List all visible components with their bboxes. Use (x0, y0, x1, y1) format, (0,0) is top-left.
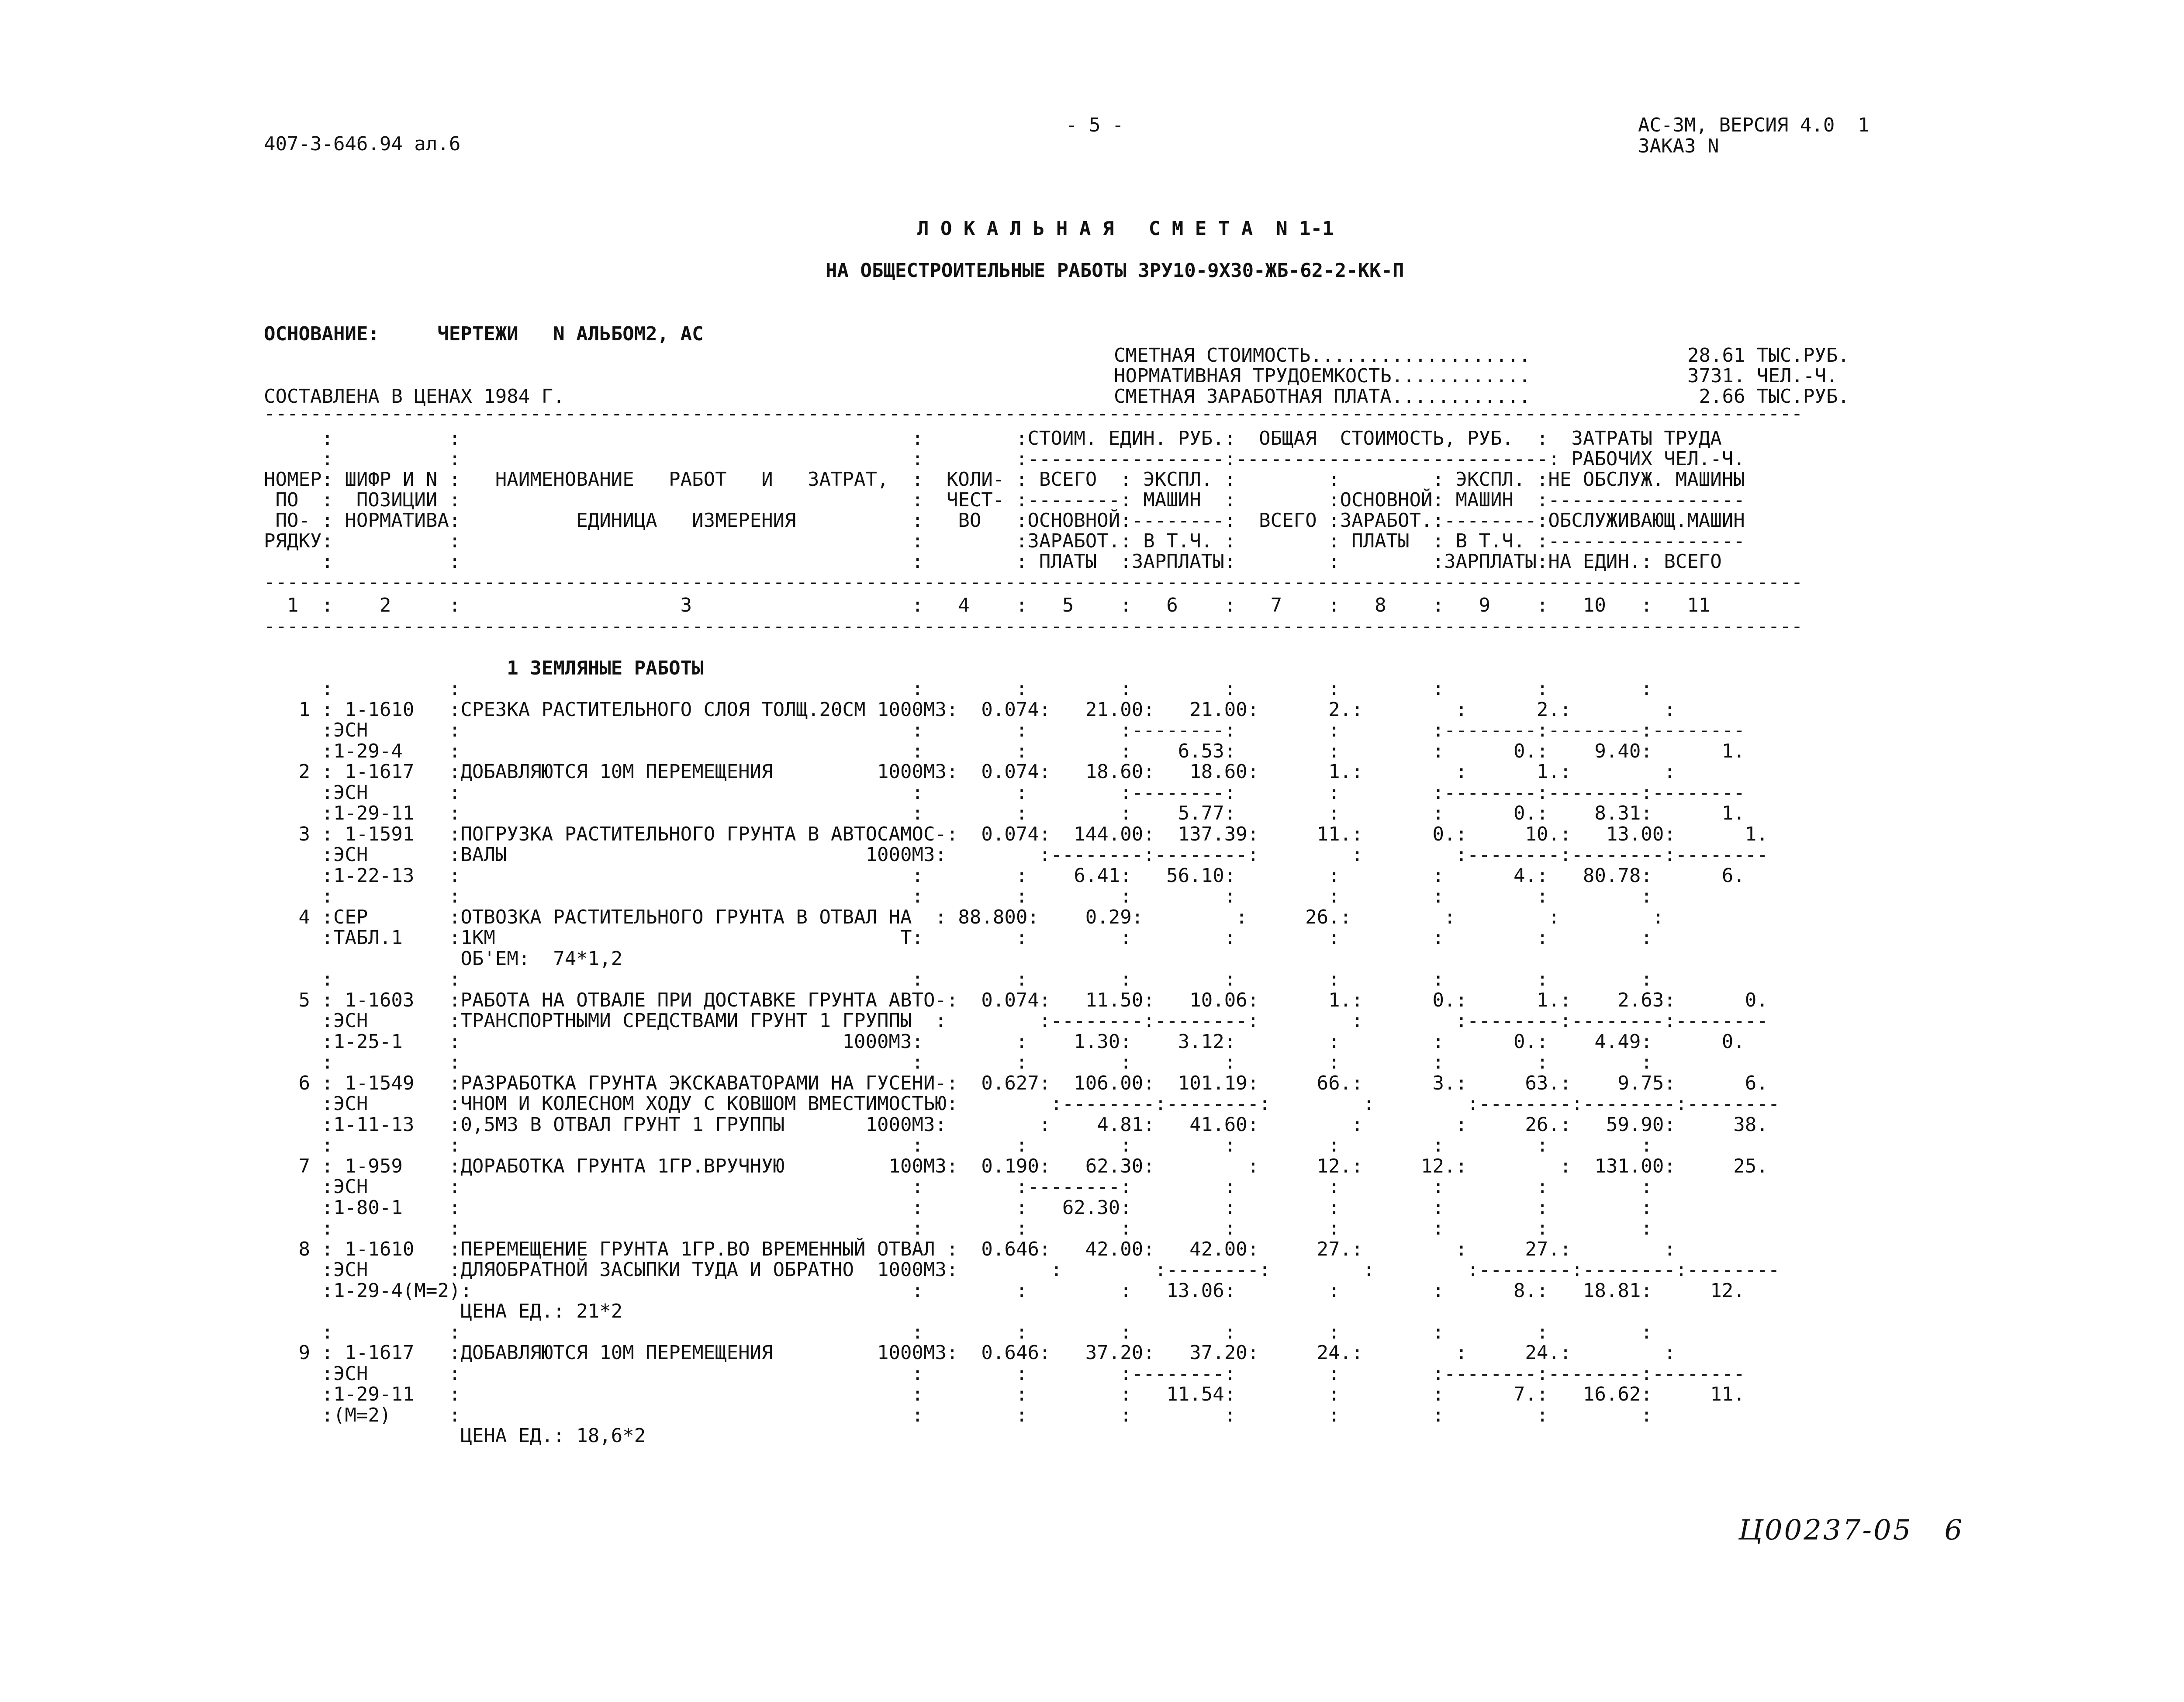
table-header-line-1: : : : :СТОИМ. ЕДИН. РУБ.: ОБЩАЯ СТОИМОСТЬ, РУБ. : ЗАТРАТЫ ТРУДА (264, 427, 1722, 450)
table-body-line: 8 : 1-1610 :ПЕРЕМЕЩЕНИЕ ГРУНТА 1ГР.ВО ВРЕМЕННЫЙ ОТВАЛ : 0.646: 42.00: 42.00: 27.: : 27.: : (264, 1238, 1676, 1260)
table-body-line: : : : : : : : : : : (264, 885, 1652, 907)
table-body-line: 4 :СЕР :ОТВОЗКА РАСТИТЕЛЬНОГО ГРУНТА В ОТВАЛ НА : 88.800: 0.29: : 26.: : : : (264, 906, 1664, 928)
section-heading: 1 ЗЕМЛЯНЫЕ РАБОТЫ (264, 657, 704, 679)
program-version: АС-3М, ВЕРСИЯ 4.0 1 (1638, 114, 1870, 136)
table-body-line: : : : : : : : : : : (264, 678, 1652, 700)
rule-top: ------------------------------------------------------------------------------------------------------------------------------------- (264, 402, 1803, 425)
table-body-line: 3 : 1-1591 :ПОГРУЗКА РАСТИТЕЛЬНОГО ГРУНТА В АВТОСАМОС-: 0.074: 144.00: 137.39: 11.: 0.: 10.: 13.00: 1. (264, 823, 1768, 845)
table-header-line-5: ПО- : НОРМАТИВА: ЕДИНИЦА ИЗМЕРЕНИЯ : ВО :ОСНОВНОЙ:--------: ВСЕГО :ЗАРАБОТ.:--------:ОБСЛУЖИВАЮЩ.МАШИН (264, 509, 1745, 532)
summary-value-wages: 2.66 ТЫС.РУБ. (1664, 385, 1849, 408)
table-header-line-2: : : : :-----------------:---------------------------: РАБОЧИХ ЧЕЛ.-Ч. (264, 448, 1745, 470)
table-body-line: 7 : 1-959 :ДОРАБОТКА ГРУНТА 1ГР.ВРУЧНУЮ 100М3: 0.190: 62.30: : 12.: 12.: : 131.00: 25. (264, 1155, 1768, 1177)
table-body-line: : : : : : : : : : : (264, 1321, 1652, 1343)
table-body-line: 2 : 1-1617 :ДОБАВЛЯЮТСЯ 10М ПЕРЕМЕЩЕНИЯ 1000М3: 0.074: 18.60: 18.60: 1.: : 1.: : (264, 761, 1676, 783)
table-body-line: :1-22-13 : : : 6.41: 56.10: : : 4.: 80.78: 6. (264, 865, 1745, 887)
table-body-line: :ЭСН :ЧНОМ И КОЛЕСНОМ ХОДУ С КОВШОМ ВМЕСТИМОСТЬЮ: :--------:--------: : :--------:--------:-------- (264, 1093, 1780, 1115)
summary-label-cost: СМЕТНАЯ СТОИМОСТЬ................... (1114, 344, 1531, 367)
table-body-line: :1-11-13 :0,5М3 В ОТВАЛ ГРУНТ 1 ГРУППЫ 1000М3: : 4.81: 41.60: : : 26.: 59.90: 38. (264, 1114, 1768, 1136)
table-body-line: : : : : : : : : : : (264, 968, 1652, 990)
summary-value-cost: 28.61 ТЫС.РУБ. (1664, 344, 1849, 367)
table-body-line: :1-29-4 : : : : 6.53: : : 0.: 9.40: 1. (264, 740, 1745, 762)
summary-value-labor: 3731. ЧЕЛ.-Ч. (1664, 365, 1838, 387)
table-body-line: : : : : : : : : : : (264, 1051, 1652, 1073)
table-header-line-4: ПО : ПОЗИЦИИ : : ЧЕСТ- :--------: МАШИН : :ОСНОВНОЙ: МАШИН :----------------- (264, 489, 1745, 511)
handwritten-sheet-number: Ц00237-05 6 (1738, 1514, 1964, 1546)
table-body-line: ЦЕНА ЕД.: 21*2 (264, 1300, 623, 1322)
table-body-line: :ЭСН : : : :--------: : :--------:--------:-------- (264, 719, 1745, 741)
table-body-line: 9 : 1-1617 :ДОБАВЛЯЮТСЯ 10М ПЕРЕМЕЩЕНИЯ 1000М3: 0.646: 37.20: 37.20: 24.: : 24.: : (264, 1342, 1676, 1364)
rule-under-header: ------------------------------------------------------------------------------------------------------------------------------------- (264, 571, 1803, 593)
table-body-line: :ЭСН :ДЛЯОБРАТНОЙ ЗАСЫПКИ ТУДА И ОБРАТНО 1000М3: : :--------: : :--------:--------:-------- (264, 1259, 1780, 1281)
table-body-line: : : : : : : : : : : (264, 1134, 1652, 1156)
table-body-line: :1-25-1 : 1000М3: : 1.30: 3.12: : : 0.: 4.49: 0. (264, 1031, 1745, 1053)
table-body-line: 1 : 1-1610 :СРЕЗКА РАСТИТЕЛЬНОГО СЛОЯ ТОЛЩ.20СМ 1000М3: 0.074: 21.00: 21.00: 2.: : 2.: : (264, 699, 1676, 721)
summary-label-labor: НОРМАТИВНАЯ ТРУДОЕМКОСТЬ............ (1114, 365, 1531, 387)
document-code: 407-3-646.94 ал.6 (264, 133, 461, 155)
table-body-line: ЦЕНА ЕД.: 18,6*2 (264, 1425, 646, 1447)
table-header-line-6: РЯДКУ: : : :ЗАРАБОТ.: В Т.Ч. : : ПЛАТЫ : В Т.Ч. :----------------- (264, 530, 1745, 552)
price-basis-line: СОСТАВЛЕНА В ЦЕНАХ 1984 Г. (264, 385, 565, 408)
table-body-line: :ЭСН :ВАЛЫ 1000М3: :--------:--------: : :--------:--------:-------- (264, 844, 1768, 866)
order-label: ЗАКАЗ N (1638, 135, 1719, 157)
table-header-line-3: НОМЕР: ШИФР И N : НАИМЕНОВАНИЕ РАБОТ И ЗАТРАТ, : КОЛИ- : ВСЕГО : ЭКСПЛ. : : : ЭКСПЛ. :НЕ ОБСЛУЖ. МАШИНЫ (264, 468, 1745, 491)
table-body-line: :ЭСН : : : :--------: : :--------:--------:-------- (264, 1363, 1745, 1385)
table-body-line: ОБ'ЕМ: 74*1,2 (264, 948, 623, 970)
summary-label-wages: СМЕТНАЯ ЗАРАБОТНАЯ ПЛАТА............ (1114, 385, 1531, 408)
table-body-line: :1-29-11 : : : : 5.77: : : 0.: 8.31: 1. (264, 802, 1745, 824)
table-body-line: :1-29-11 : : : : 11.54: : : 7.: 16.62: 11. (264, 1383, 1745, 1405)
table-body-line: :ЭСН : : :--------: : : : : : (264, 1176, 1652, 1198)
table-body-line: : : : : : : : : : : (264, 1217, 1652, 1239)
page-number: - 5 - (1066, 114, 1124, 136)
column-numbers: 1 : 2 : 3 : 4 : 5 : 6 : 7 : 8 : 9 : 10 : 11 (264, 594, 1711, 616)
table-body-line: :1-29-4(М=2): : : : 13.06: : : 8.: 18.81: 12. (264, 1280, 1745, 1302)
table-body-line: 6 : 1-1549 :РАЗРАБОТКА ГРУНТА ЭКСКАВАТОРАМИ НА ГУСЕНИ-: 0.627: 106.00: 101.19: 66.: 3.: 63.: 9.75: 6. (264, 1072, 1768, 1094)
rule-under-column-numbers: ------------------------------------------------------------------------------------------------------------------------------------- (264, 615, 1803, 637)
table-body-line: :ТАБЛ.1 :1КМ Т: : : : : : : : (264, 927, 1652, 949)
table-body-line: :ЭСН :ТРАНСПОРТНЫМИ СРЕДСТВАМИ ГРУНТ 1 ГРУППЫ : :--------:--------: : :--------:--------:-------- (264, 1010, 1768, 1032)
table-body-line: :ЭСН : : : :--------: : :--------:--------:-------- (264, 782, 1745, 804)
document-title: Л О К А Л Ь Н А Я С М Е Т А N 1-1 (917, 218, 1334, 240)
table-header-line-7: : : : : ПЛАТЫ :ЗАРПЛАТЫ: : :ЗАРПЛАТЫ:НА ЕДИН.: ВСЕГО (264, 550, 1722, 573)
basis-line: ОСНОВАНИЕ: ЧЕРТЕЖИ N АЛЬБОМ2, АС (264, 323, 704, 345)
table-body-line: 5 : 1-1603 :РАБОТА НА ОТВАЛЕ ПРИ ДОСТАВКЕ ГРУНТА АВТО-: 0.074: 11.50: 10.06: 1.: 0.: 1.: 2.63: 0. (264, 989, 1768, 1011)
table-body-line: :(М=2) : : : : : : : : : (264, 1404, 1652, 1426)
table-body-line: :1-80-1 : : : 62.30: : : : : : (264, 1197, 1652, 1219)
document-subtitle: НА ОБЩЕСТРОИТЕЛЬНЫЕ РАБОТЫ ЗРУ10-9Х30-ЖБ-62-2-КК-П (826, 259, 1404, 282)
